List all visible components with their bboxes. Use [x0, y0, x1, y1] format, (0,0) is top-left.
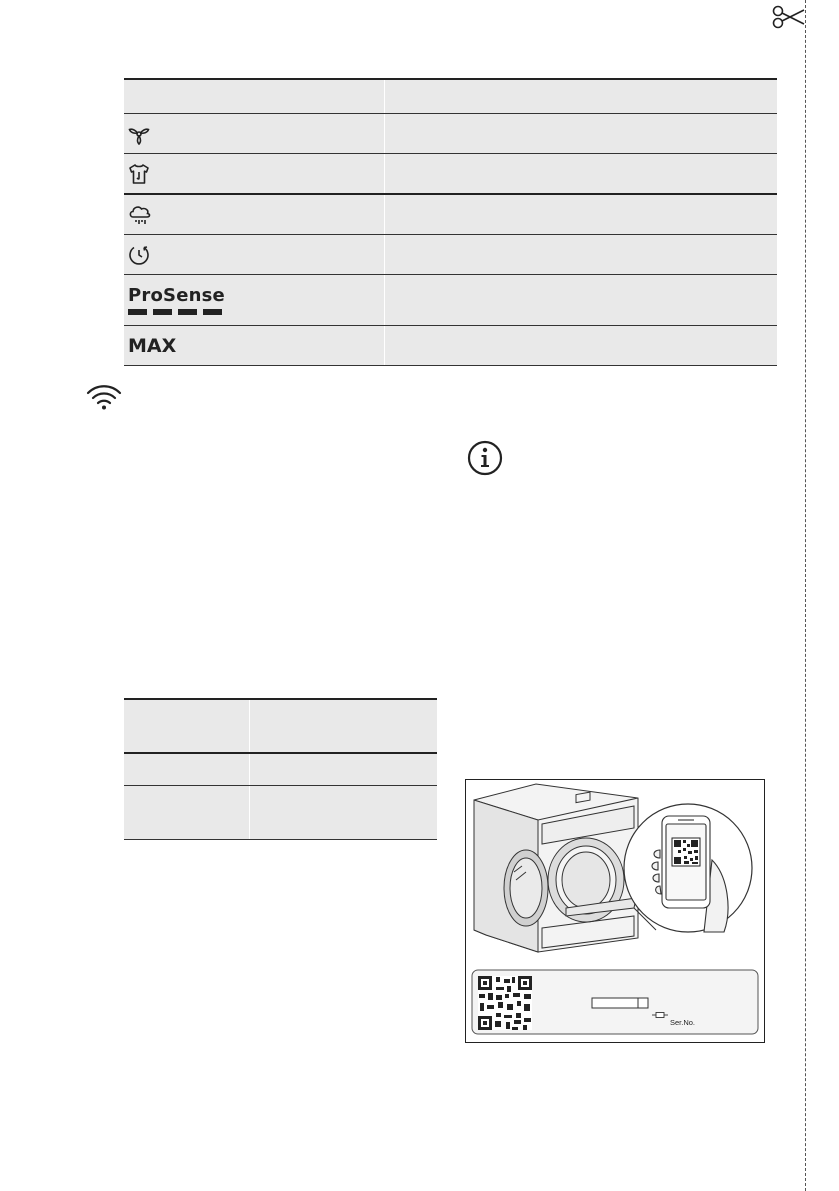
table-row [124, 235, 777, 275]
wifi-icon [86, 384, 122, 410]
table-row [124, 275, 777, 326]
timer-icon [128, 244, 150, 266]
table-row [124, 326, 777, 366]
steam-cloud-icon [128, 203, 152, 227]
table-row [124, 154, 777, 195]
dryer-illustration [466, 780, 764, 1042]
rating-plate [472, 970, 758, 1034]
serial-number-label: Ser.No. [670, 1018, 696, 1027]
table-row [124, 195, 777, 235]
table-header-row [124, 80, 777, 114]
phone-qr-code [672, 838, 700, 866]
shirt-icon [128, 163, 150, 185]
qr-scan-illustration [465, 779, 765, 1043]
cut-line [805, 0, 806, 1191]
table-header-row [124, 700, 437, 754]
info-table [124, 698, 437, 840]
prosense-dashes [128, 309, 222, 315]
scissors-icon [772, 4, 806, 30]
max-label: MAX [128, 334, 177, 357]
table-row [124, 786, 437, 840]
table-row [124, 114, 777, 154]
prosense-logo [128, 275, 225, 325]
info-icon [467, 440, 503, 476]
symbols-table [124, 78, 777, 366]
fan-icon [128, 123, 150, 145]
table-row [124, 754, 437, 786]
prosense-label: ProSense [128, 285, 225, 306]
